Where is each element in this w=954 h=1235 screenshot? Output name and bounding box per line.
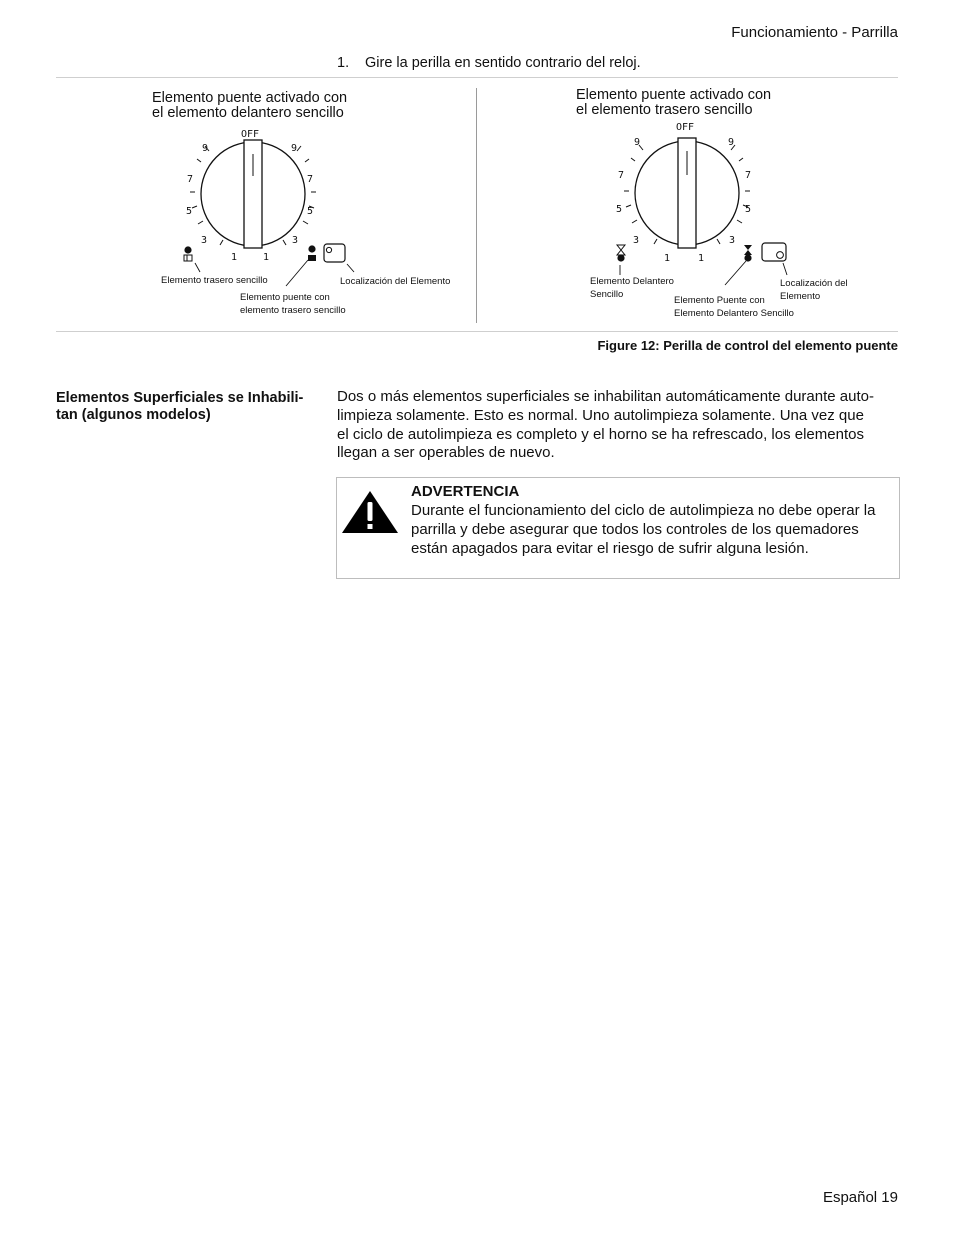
section-body [337, 388, 899, 463]
right-callout-bridge [674, 295, 794, 320]
right-element-location-icon [762, 243, 786, 261]
instruction-step [337, 55, 641, 71]
right-tick [654, 239, 657, 244]
left-dial-number: 1 [231, 252, 238, 263]
page-header: Funcionamiento - Parrilla [731, 24, 898, 41]
figure-divider [476, 88, 477, 323]
left-callout-bridge-line1: Elemento puente con [240, 292, 330, 303]
left-tick [297, 146, 301, 151]
right-callout-location-line1: Localización del [780, 278, 848, 289]
right-leader-location [783, 263, 787, 275]
left-callout-bridge [240, 292, 346, 317]
right-tick [737, 220, 742, 223]
left-dial-number: 7 [307, 174, 314, 185]
left-tick [303, 221, 308, 224]
right-off-label: OFF [676, 122, 695, 133]
left-dial-number: 5 [307, 206, 314, 217]
left-tick [197, 159, 201, 162]
right-dial-number: 7 [745, 170, 752, 181]
right-title-line1: Elemento puente activado con [576, 87, 772, 103]
left-tick [305, 159, 309, 162]
left-dial-number: 9 [202, 143, 209, 154]
left-element-location-icon [324, 244, 345, 262]
left-leader-single [195, 263, 200, 272]
left-dial-number: 3 [292, 235, 299, 246]
left-off-label: OFF [241, 129, 260, 140]
figure-caption: Figure 12: Perilla de control del elemento puente [597, 338, 898, 353]
right-dial-number: 7 [618, 170, 625, 181]
right-tick [632, 220, 637, 223]
right-tick [626, 205, 631, 207]
left-title-line1: Elemento puente activado con [152, 90, 348, 106]
left-tick [220, 240, 223, 245]
warning-box [336, 477, 900, 579]
step-text: Gire la perilla en sentido contrario del reloj. [365, 55, 641, 71]
left-leader-location [347, 264, 354, 272]
left-bridge-element-icon [308, 245, 316, 261]
right-tick [739, 158, 743, 161]
left-title-line2: el elemento delantero sencillo [152, 105, 344, 121]
body-line: el ciclo de autolimpieza es completo y el horno se ha refrescado, los elementos [337, 425, 864, 443]
left-callout-bridge-line2: elemento trasero sencillo [240, 304, 346, 316]
left-dial-number: 3 [201, 235, 208, 246]
figure-bottom-rule [56, 331, 898, 332]
section-heading-line2: tan (algunos modelos) [56, 406, 211, 423]
body-line: limpieza solamente. Esto es normal. Uno autolimpieza solamente. Una vez que [337, 406, 864, 424]
right-callout-single-line1: Elemento Delantero [590, 276, 674, 287]
body-line: Dos o más elementos superficiales se inhabilitan automáticamente durante auto- [337, 388, 874, 405]
right-dial-number: 5 [616, 204, 623, 215]
warning-line: parrilla y debe asegurar que todos los controles de los quemadores [411, 521, 859, 538]
left-single-element-icon [184, 246, 192, 261]
left-dial-number: 9 [291, 143, 298, 154]
warning-triangle-icon [341, 490, 399, 534]
left-tick [283, 240, 286, 245]
right-callout-location-line2: Elemento [780, 290, 821, 302]
right-bridge-element-icon [744, 245, 752, 262]
step-number: 1. [337, 55, 350, 71]
right-tick [631, 158, 635, 161]
right-dial-number: 3 [729, 235, 736, 246]
warning-title: ADVERTENCIA [411, 483, 520, 500]
right-dial-number: 1 [664, 253, 671, 264]
right-diagram-title [576, 88, 771, 118]
right-callout-location [780, 278, 848, 303]
warning-text [411, 482, 897, 558]
right-title-line2: el elemento trasero sencillo [576, 102, 753, 118]
figure-top-rule [56, 77, 898, 78]
right-leader-bridge [725, 261, 746, 285]
body-line: llegan a ser operables de nuevo. [337, 444, 555, 462]
right-dial-number: 9 [634, 137, 641, 148]
right-dial-number: 3 [633, 235, 640, 246]
right-callout-bridge-line1: Elemento Puente con [674, 295, 765, 306]
right-callout-bridge-line2: Elemento Delantero Sencillo [674, 307, 794, 319]
warning-line: Durante el funcionamiento del ciclo de autolimpieza no debe operar la [411, 502, 876, 519]
right-single-element-icon [617, 245, 625, 262]
left-callout-single: Elemento trasero sencillo [161, 275, 268, 286]
right-tick [717, 239, 720, 244]
left-dial-number: 1 [263, 252, 270, 263]
left-tick [192, 206, 197, 208]
right-dial-number: 1 [698, 253, 705, 264]
left-knob-diagram [150, 120, 470, 320]
left-dial-number: 5 [186, 206, 193, 217]
left-diagram-title [152, 91, 347, 121]
left-dial-number: 7 [187, 174, 194, 185]
section-heading [56, 390, 328, 423]
left-tick [198, 221, 203, 224]
page-footer: Español 19 [822, 1189, 898, 1206]
left-callout-location: Localización del Elemento [340, 276, 451, 287]
section-heading-line1: Elementos Superficiales se Inhabili- [56, 390, 304, 406]
warning-line: están apagados para evitar el riesgo de sufrir alguna lesión. [411, 540, 809, 557]
right-callout-single [590, 276, 674, 301]
right-callout-single-line2: Sencillo [590, 288, 624, 300]
right-dial-number: 5 [745, 204, 752, 215]
left-leader-bridge [286, 260, 308, 286]
right-dial-number: 9 [728, 137, 735, 148]
